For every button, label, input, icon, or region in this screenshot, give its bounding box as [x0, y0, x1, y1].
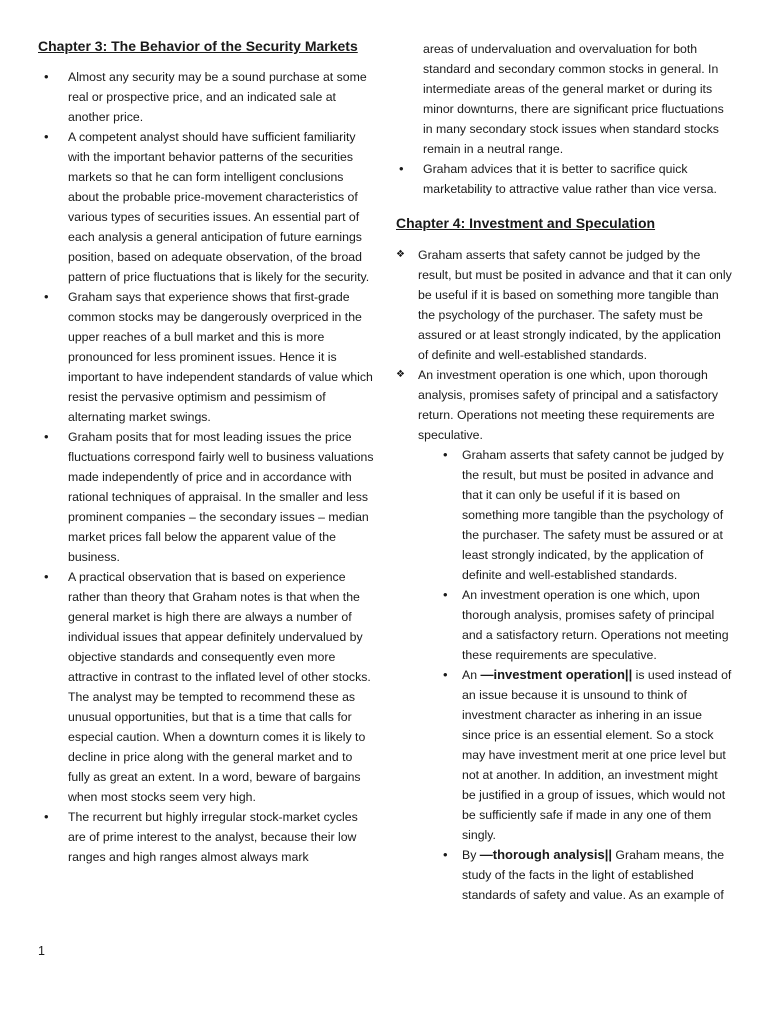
page-number: 1	[38, 944, 45, 958]
list-item: • Graham advices that it is better to sacrifice quick marketability to attractive value rather than vice versa.	[396, 159, 732, 199]
list-item: • Graham posits that for most leading issues the price fluctuations correspond fairly well to business valuations made independently of price and in accordance with rational techniques of appraisal. In the smaller and less prominent companies – the secondary issues – median market prices fall below the apparent value of the business.	[38, 427, 374, 567]
chapter-4-sub-list	[418, 445, 732, 905]
list-item: ❖ Graham asserts that safety cannot be judged by the result, but must be posited in advance and that it can only be useful if it is based on something more tangible than the psychology of the purchaser. The safety must be assured or at least strongly indicated, by the application of definite and well-established standards.	[396, 245, 732, 365]
chapter-3-bullet-list	[38, 67, 374, 867]
sub-list-item-text: Graham means, the study of the facts in the light of established standards of safety and value. As an example of	[462, 848, 725, 902]
sub-list-item	[440, 845, 732, 905]
investment-operation-term: —investment operation||	[480, 667, 633, 682]
sub-list-item-prefix: By	[462, 848, 480, 862]
list-item: • Graham says that experience shows that first-grade common stocks may be dangerously overpriced in the upper reaches of a bull market and this is more pronounced for less prominent issues. Hence it is important to have independent standards of value which resist the pervasive optimism and pessimism of alternating market swings.	[38, 287, 374, 427]
chapter-4-heading: Chapter 4: Investment and Speculation	[396, 215, 656, 231]
list-item-text: An investment operation is one which, upon thorough analysis, promises safety of principal and a satisfactory return. Operations not meeting these requirements are speculative.	[418, 368, 719, 442]
thorough-analysis-term: —thorough analysis||	[479, 847, 613, 862]
list-item	[396, 365, 732, 905]
list-item: • A practical observation that is based on experience rather than theory that Graham notes is that when the general market is high there are always a number of individual issues that appear definitely undervalued by objective standards and consequently even more attractive in contrast to the inflated level of other stocks. The analyst may be tempted to recommend these as unusual opportunities, but that is a time that calls for especial caution. When a downturn comes it is likely to decline in price along with the general market and to fully as great an extent. In a word, beware of bargains when most stocks seem very high.	[38, 567, 374, 807]
list-item: • Almost any security may be a sound purchase at some real or prospective price, and an indicated sale at another price.	[38, 67, 374, 127]
left-column	[38, 37, 374, 867]
continued-paragraph: areas of undervaluation and overvaluation for both standard and secondary common stocks in general. In intermediate areas of the general market or during its minor downturns, there are significant price fluctuations in many secondary stock issues when standard stocks remain in a neutral range.	[423, 42, 724, 156]
list-item: • The recurrent but highly irregular stock-market cycles are of prime interest to the analyst, because their low ranges and high ranges almost always mark	[38, 807, 374, 867]
chapter-3-heading: Chapter 3: The Behavior of the Security Markets	[38, 38, 358, 54]
sub-list-item-prefix: An	[462, 668, 481, 682]
sub-list-item: • An investment operation is one which, upon thorough analysis, promises safety of principal and a satisfactory return. Operations not meeting these requirements are speculative.	[440, 585, 732, 665]
chapter-4-diamond-list	[396, 245, 732, 905]
list-item: • A competent analyst should have sufficient familiarity with the important behavior patterns of the securities markets so that he can form intelligent conclusions about the probable price-movement characteristics of various types of securities issues. An essential part of each analysis a general anticipation of future earnings position, based on adequate observation, of the broad pattern of price fluctuations that is likely for the security.	[38, 127, 374, 287]
right-column	[396, 39, 732, 905]
sub-list-item: • Graham asserts that safety cannot be judged by the result, but must be posited in advance and that it can only be useful if it is based on something more tangible than the psychology of the purchaser. The safety must be assured or at least strongly indicated, by the application of definite and well-established standards.	[440, 445, 732, 585]
sub-list-item	[440, 665, 732, 845]
sub-list-item-text: is used instead of an issue because it is unsound to think of investment character as inhering in an issue since price is an essential element. So a stock may have investment merit at one price level but not at another. In addition, an investment might be justified in a group of issues, which would not be sufficiently safe if made in any one of them singly.	[462, 668, 732, 842]
continued-bullet-list	[396, 159, 732, 199]
